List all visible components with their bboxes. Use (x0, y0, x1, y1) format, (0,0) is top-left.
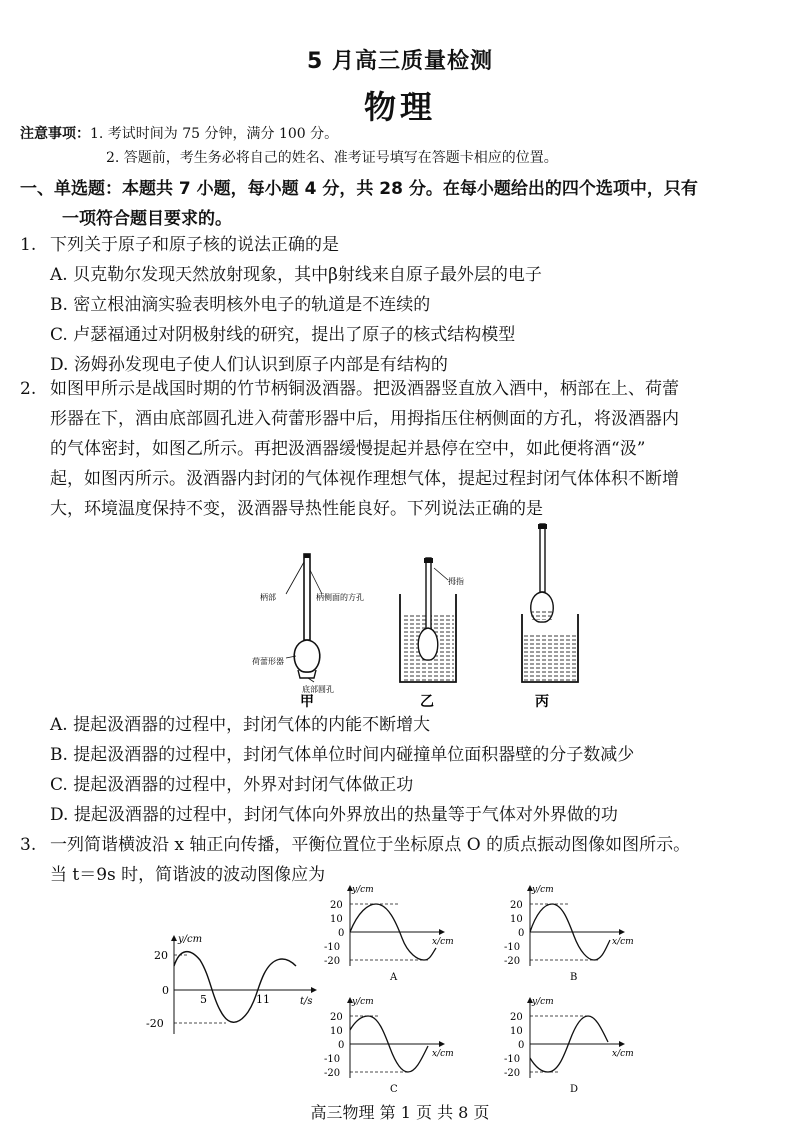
y-axis-label: y/cm (178, 934, 203, 945)
vibration-graph (140, 930, 320, 1040)
x-axis-label: t/s (300, 996, 313, 1007)
y-tick-20: 20 (330, 900, 343, 911)
wave-option-graphs (320, 882, 660, 1097)
y-tick-10: 10 (330, 1026, 343, 1037)
label-thumb: 拇指 (448, 577, 464, 586)
label-bud: 荷蕾形器 (252, 657, 284, 666)
y-axis-label: y/cm (532, 997, 554, 1007)
option-c: C. 提起汲酒器的过程中，外界对封闭气体做正功 (50, 775, 414, 795)
note-item-2: 2. 答题前，考生务必将自己的姓名、准考证号填写在答题卡相应的位置。 (106, 150, 558, 166)
exam-title: 5 月高三质量检测 (307, 49, 493, 74)
option-d: D. 汤姆孙发现电子使人们认识到原子内部是有结构的 (50, 355, 448, 375)
question-number: 1. (20, 235, 37, 255)
section-heading (20, 174, 780, 234)
q2-line-1: 如图甲所示是战国时期的竹节柄铜汲酒器。把汲酒器竖直放入酒中，柄部在上、荷蕾 (50, 379, 679, 399)
y-tick-minus-20: -20 (504, 956, 521, 967)
y-tick-20: 20 (154, 949, 168, 962)
q2-line-3: 的气体密封，如图乙所示。再把汲酒器缓慢提起并悬停在空中，如此便将酒“汲” (50, 439, 646, 459)
question-stem: 下列关于原子和原子核的说法正确的是 (50, 235, 339, 255)
option-graph-c (324, 997, 454, 1095)
option-label-d: D (570, 1084, 579, 1095)
figure-yi (400, 558, 464, 710)
y-axis-label: y/cm (532, 885, 554, 895)
y-tick-20: 20 (330, 1012, 343, 1023)
option-d: D. 提起汲酒器的过程中，封闭气体向外界放出的热量等于气体对外界做的功 (50, 805, 618, 825)
section-line-1: 一、单选题：本题共 7 小题，每小题 4 分，共 28 分。在每小题给出的四个选项中，只有 (20, 179, 698, 199)
x-tick-11: 11 (256, 993, 270, 1006)
option-graph-b (504, 885, 634, 983)
option-a: A. 提起汲酒器的过程中，封闭气体的内能不断增大 (50, 715, 431, 735)
y-axis-label: y/cm (352, 885, 374, 895)
question-2 (20, 374, 790, 524)
question-number: 2. (20, 379, 37, 399)
question-number: 3. (20, 835, 37, 855)
q2-line-5: 大，环境温度保持不变，汲酒器导热性能良好。下列说法正确的是 (50, 499, 543, 519)
x-axis-label: x/cm (612, 1049, 634, 1059)
y-tick-minus-20: -20 (324, 956, 341, 967)
option-graph-d (504, 997, 634, 1095)
note-item-1: 1. 考试时间为 75 分钟，满分 100 分。 (90, 126, 339, 142)
y-tick-20: 20 (510, 900, 523, 911)
y-tick-10: 10 (330, 914, 343, 925)
y-tick-20: 20 (510, 1012, 523, 1023)
q2-line-4: 起，如图丙所示。汲酒器内封闭的气体视作理想气体，提起过程封闭气体体积不断增 (50, 469, 679, 489)
question-1 (20, 230, 790, 380)
y-tick-0: 0 (518, 1040, 525, 1051)
y-tick-minus-10: -10 (324, 1054, 341, 1065)
q3-line-2: 当 t＝9s 时，简谐波的波动图像应为 (50, 865, 326, 885)
notes-label: 注意事项： (20, 126, 90, 142)
section-line-2: 一项符合题目要求的。 (62, 209, 232, 229)
x-axis-label: x/cm (432, 937, 454, 947)
subject-title: 物理 (363, 88, 436, 126)
y-tick-0: 0 (162, 984, 169, 997)
option-c: C. 卢瑟福通过对阴极射线的研究，提出了原子的核式结构模型 (50, 325, 516, 345)
option-label-b: B (570, 972, 578, 983)
q3-line-1: 一列简谐横波沿 x 轴正向传播，平衡位置位于坐标原点 O 的质点振动图像如图所示。 (50, 835, 691, 855)
label-bottom-hole: 底部圆孔 (302, 685, 334, 694)
y-tick-minus-20: -20 (504, 1068, 521, 1079)
y-axis-label: y/cm (352, 997, 374, 1007)
x-tick-5: 5 (200, 993, 207, 1006)
y-tick-minus-20: -20 (146, 1017, 164, 1030)
caption-bing: 丙 (535, 694, 549, 710)
y-tick-0: 0 (338, 1040, 345, 1051)
x-axis-label: x/cm (612, 937, 634, 947)
label-side-hole: 柄侧面的方孔 (316, 593, 364, 602)
y-tick-0: 0 (518, 928, 525, 939)
option-graph-a (324, 885, 454, 983)
y-tick-minus-10: -10 (504, 1054, 521, 1065)
option-b: B. 提起汲酒器的过程中，封闭气体单位时间内碰撞单位面积器壁的分子数减少 (50, 745, 635, 765)
y-tick-10: 10 (510, 914, 523, 925)
option-label-a: A (390, 972, 398, 983)
figure-bing (522, 524, 578, 710)
option-a: A. 贝克勒尔发现天然放射现象，其中β射线来自原子最外层的电子 (50, 265, 542, 285)
figure-jia (252, 554, 364, 710)
notes (20, 122, 558, 170)
question-3 (20, 830, 790, 890)
x-axis-label: x/cm (432, 1049, 454, 1059)
question-2-options (20, 710, 790, 830)
wine-dipper-figure (230, 522, 590, 712)
option-b: B. 密立根油滴实验表明核外电子的轨道是不连续的 (50, 295, 431, 315)
option-label-c: C (390, 1084, 398, 1095)
y-tick-minus-20: -20 (324, 1068, 341, 1079)
caption-jia: 甲 (300, 694, 314, 710)
q2-line-2: 形器在下，酒由底部圆孔进入荷蕾形器中后，用拇指压住柄侧面的方孔，将汲酒器内 (50, 409, 679, 429)
y-tick-0: 0 (338, 928, 345, 939)
y-tick-minus-10: -10 (324, 942, 341, 953)
y-tick-10: 10 (510, 1026, 523, 1037)
page-footer: 高三物理 第 1 页 共 8 页 (310, 1103, 490, 1122)
label-handle: 柄部 (260, 593, 276, 602)
y-tick-minus-10: -10 (504, 942, 521, 953)
caption-yi: 乙 (420, 694, 434, 710)
